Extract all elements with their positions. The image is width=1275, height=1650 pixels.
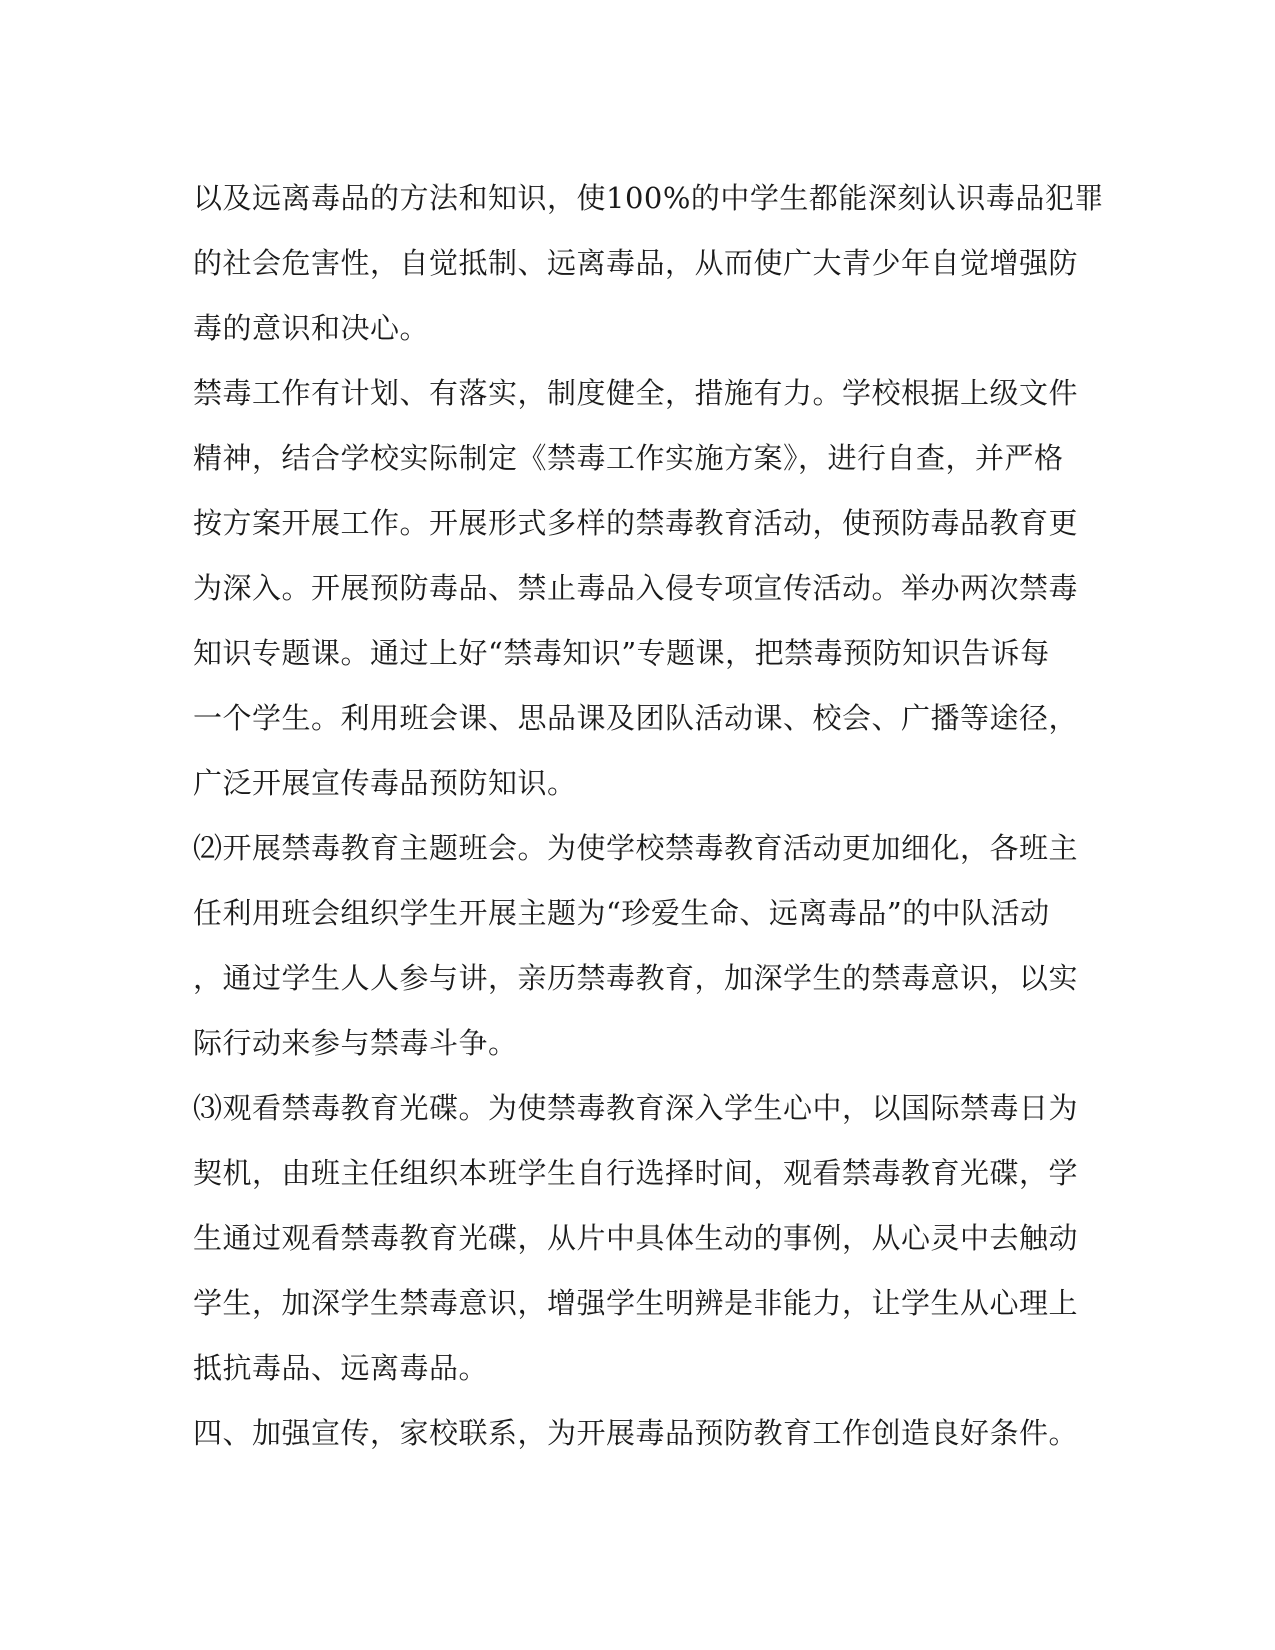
text-line: 按方案开展工作。开展形式多样的禁毒教育活动，使预防毒品教育更 [193, 506, 1079, 540]
text-line: 禁毒工作有计划、有落实，制度健全，措施有力。学校根据上级文件 [193, 376, 1079, 410]
text-line: 一个学生。利用班会课、思品课及团队活动课、校会、广播等途径， [193, 701, 1079, 735]
text-line: ⑵开展禁毒教育主题班会。为使学校禁毒教育活动更加细化，各班主 [193, 831, 1079, 865]
document-body [193, 166, 1104, 1466]
text-line: 任利用班会组织学生开展主题为“珍爱生命、远离毒品”的中队活动 [193, 896, 1050, 930]
text-line: 广泛开展宣传毒品预防知识。 [193, 766, 577, 800]
text-line: 生通过观看禁毒教育光碟，从片中具体生动的事例，从心灵中去触动 [193, 1221, 1079, 1255]
text-line: 契机，由班主任组织本班学生自行选择时间，观看禁毒教育光碟，学 [193, 1156, 1079, 1190]
text-line: 抵抗毒品、远离毒品。 [193, 1351, 489, 1385]
text-line: 学生，加深学生禁毒意识，增强学生明辨是非能力，让学生从心理上 [193, 1286, 1079, 1320]
text-line: 知识专题课。通过上好“禁毒知识”专题课，把禁毒预防知识告诉每 [193, 636, 1050, 670]
text-line: ⑶观看禁毒教育光碟。为使禁毒教育深入学生心中，以国际禁毒日为 [193, 1091, 1079, 1125]
text-line: 际行动来参与禁毒斗争。 [193, 1026, 518, 1060]
text-line: 为深入。开展预防毒品、禁止毒品入侵专项宣传活动。举办两次禁毒 [193, 571, 1079, 605]
text-line: 以及远离毒品的方法和知识，使100%的中学生都能深刻认识毒品犯罪 [193, 181, 1104, 215]
text-line: 的社会危害性，自觉抵制、远离毒品，从而使广大青少年自觉增强防 [193, 246, 1079, 280]
text-line: 精神，结合学校实际制定《禁毒工作实施方案》，进行自查，并严格 [193, 441, 1064, 475]
text-line: ，通过学生人人参与讲，亲历禁毒教育，加深学生的禁毒意识，以实 [193, 961, 1079, 995]
text-line: 毒的意识和决心。 [193, 311, 430, 345]
text-line: 四、加强宣传，家校联系，为开展毒品预防教育工作创造良好条件。 [193, 1416, 1079, 1450]
